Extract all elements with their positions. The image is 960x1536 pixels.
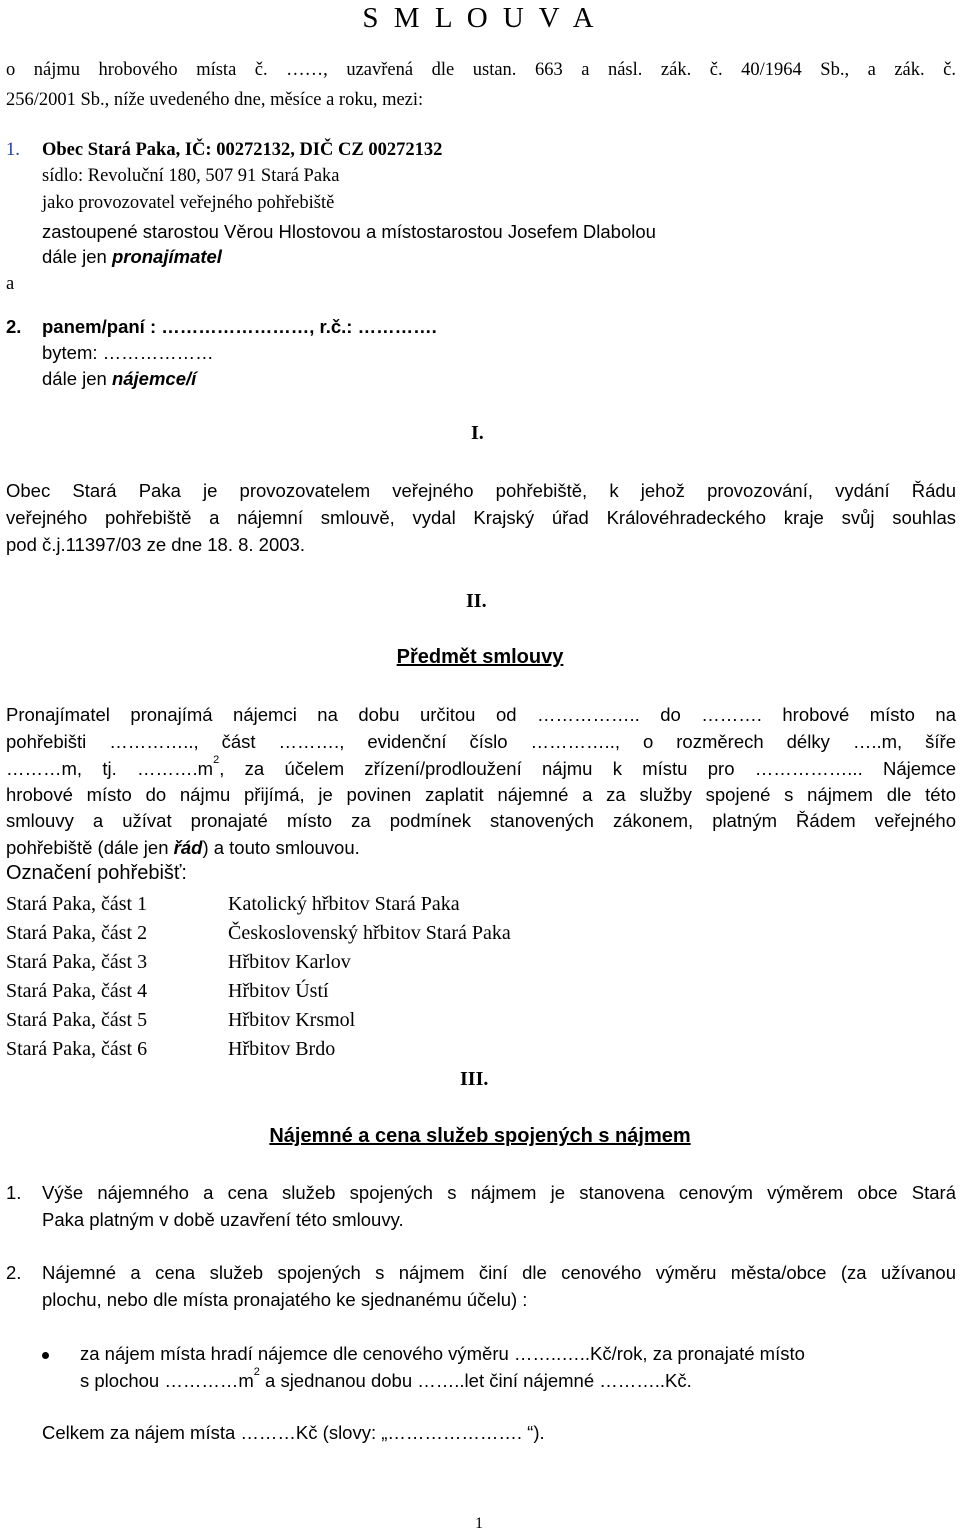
section3-heading: Nájemné a cena služeb spojených s nájmem: [269, 1125, 691, 1147]
section3-item2-line-1: Nájemné a cena služeb spojených s nájmem činí dle cenového výměru města/obce (za užívanou: [42, 1262, 956, 1283]
section3-item2-line-2: plochu, nebo dle místa pronajatého ke sjednanému účelu) :: [42, 1289, 528, 1310]
party1-name: Obec Stará Paka, IČ: 00272132, DIČ CZ 00272132: [42, 140, 443, 160]
page-number: 1: [475, 1515, 483, 1532]
and-word: a: [6, 274, 15, 294]
section3-item1-line-1: Výše nájemného a cena služeb spojených s nájmem je stanovena cenovým výměrem obce Stará: [42, 1182, 956, 1203]
section3-numeral: III.: [460, 1068, 489, 1090]
bullet-line-1: za nájem místa hradí nájemce dle cenového výměru ……..…..Kč/rok, za pronajaté místo: [80, 1343, 805, 1364]
party2-hereinafter: dále jen nájemce/í: [42, 368, 197, 389]
intro-line-2: 256/2001 Sb., níže uvedeného dne, měsíce a roku, mezi:: [6, 90, 424, 110]
document-title: S M L O U V A: [362, 2, 598, 34]
cemetery-part-4: Stará Paka, část 4: [6, 980, 148, 1002]
party2-name: panem/paní : ……………………, r.č.: ………….: [42, 316, 437, 337]
cemetery-part-5: Stará Paka, část 5: [6, 1009, 148, 1031]
party2-address: bytem: ………………: [42, 342, 214, 363]
section2-numeral: II.: [466, 590, 487, 612]
cemetery-name-3: Hřbitov Karlov: [228, 951, 351, 973]
cemetery-name-2: Československý hřbitov Stará Paka: [228, 922, 511, 944]
section3-item1-line-2: Paka platným v době uzavření této smlouvy.: [42, 1209, 404, 1230]
section2-line-5: smlouvy a užívat pronajaté místo za podmínek stanovených zákonem, platným Řádem veřejného: [6, 810, 956, 831]
cemetery-part-6: Stará Paka, část 6: [6, 1038, 148, 1060]
total-line: Celkem za nájem místa ………Kč (slovy: „…………………. “).: [42, 1422, 545, 1443]
cemetery-name-4: Hřbitov Ústí: [228, 980, 329, 1002]
section2-line-6: pohřebiště (dále jen řád) a touto smlouvou.: [6, 837, 360, 858]
cemetery-name-5: Hřbitov Krsmol: [228, 1009, 356, 1031]
section1-line-2: veřejného pohřebiště a nájemní smlouvě, vydal Krajský úřad Královéhradeckého kraje svůj souhlas: [6, 507, 956, 528]
cemetery-part-1: Stará Paka, část 1: [6, 893, 148, 915]
section1-line-3: pod č.j.11397/03 ze dne 18. 8. 2003.: [6, 534, 305, 555]
section2-line-4: hrobové místo do nájmu přijímá, je povinen zaplatit nájemné a za služby spojené s nájmem dle této: [6, 784, 956, 805]
cemeteries-label: Označení pohřebišť:: [6, 862, 187, 884]
section1-numeral: I.: [471, 422, 484, 444]
cemetery-name-1: Katolický hřbitov Stará Paka: [228, 893, 460, 915]
party1-role: jako provozovatel veřejného pohřebiště: [42, 193, 335, 213]
bullet-line-2: s plochou $\dots\dots\dots\dots m^2$ a sjednanou dobu ……..let činí nájemné ………..Kč.: [80, 1366, 692, 1391]
section2-line-2: pohřebišti ………….., část ………., evidenční číslo ………….., o rozměrech délky …..m, šíře: [6, 731, 956, 752]
section1-line-1: Obec Stará Paka je provozovatelem veřejného pohřebiště, k jehož provozování, vydání Řádu: [6, 480, 956, 501]
party1-represented: zastoupené starostou Věrou Hlostovou a místostarostou Josefem Dlabolou: [42, 221, 656, 242]
party2-term: nájemce/í: [111, 368, 197, 389]
section2-heading: Předmět smlouvy: [396, 646, 564, 668]
bullet-icon: [42, 1352, 49, 1359]
party1-number: 1.: [6, 140, 20, 160]
intro-line-1: o nájmu hrobového místa č. ……, uzavřená dle ustan. 663 a násl. zák. č. 40/1964 Sb., a zák. č.: [6, 60, 956, 80]
party2-number: 2.: [6, 316, 22, 337]
section2-line-3: ………m, tj. $\dots\dots\dots.m^2$, za účelem zřízení/prodloužení nájmu k místu pro ……………... Nájemce: [6, 754, 956, 779]
party1-hereinafter: dále jen pronajímatel: [42, 246, 222, 267]
section2-line-1: Pronajímatel pronajímá nájemci na dobu určitou od …………….. do ………. hrobové místo na: [6, 704, 956, 725]
cemetery-name-6: Hřbitov Brdo: [228, 1038, 336, 1060]
cemetery-part-3: Stará Paka, část 3: [6, 951, 148, 973]
party1-seat: sídlo: Revoluční 180, 507 91 Stará Paka: [42, 166, 340, 186]
section3-item2-number: 2.: [6, 1262, 22, 1283]
cemetery-part-2: Stará Paka, část 2: [6, 922, 148, 944]
party1-term: pronajímatel: [111, 246, 222, 267]
rad-term: řád: [173, 837, 203, 858]
section3-item1-number: 1.: [6, 1182, 22, 1203]
